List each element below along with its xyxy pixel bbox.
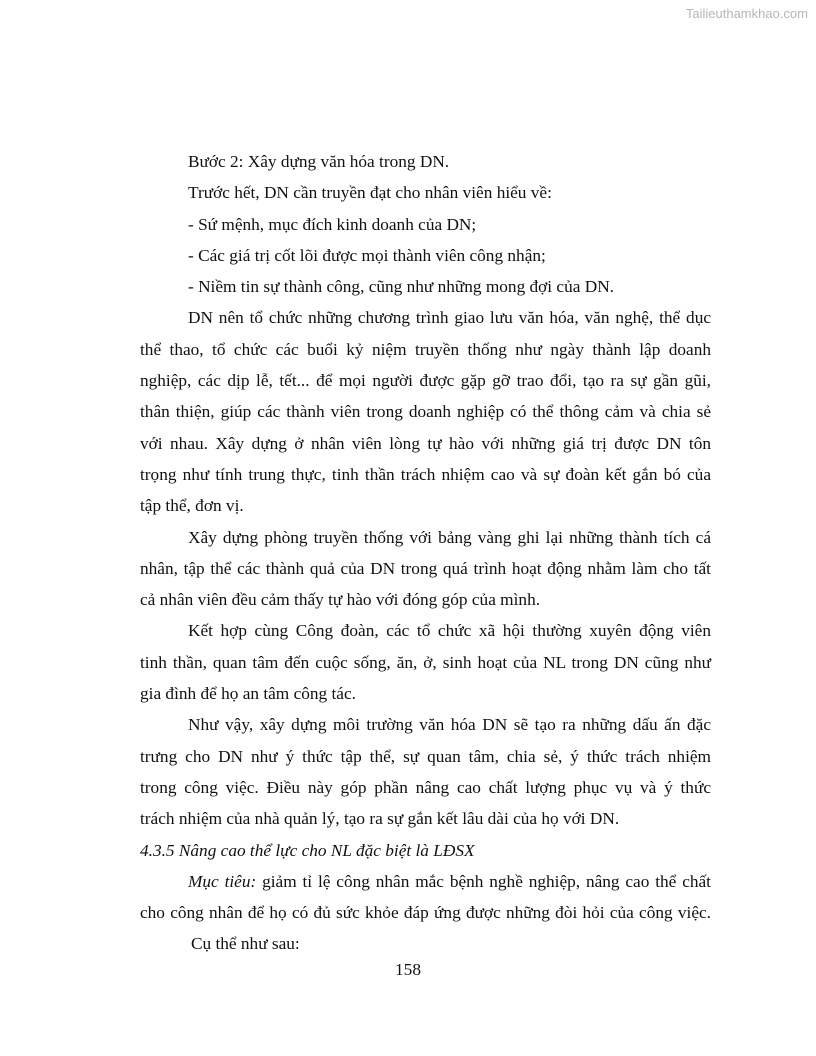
- text-line: trưng cho DN như ý thức tập thể, sự quan tâm, chia sẻ, ý thức trách nhiệm: [140, 746, 711, 766]
- text-line: Kết hợp cùng Công đoàn, các tổ chức xã hội thường xuyên động viên: [188, 621, 711, 641]
- text-line: Trước hết, DN cần truyền đạt cho nhân viên hiểu về:: [188, 183, 552, 203]
- objective-text: giảm tỉ lệ công nhân mắc bệnh nghề nghiệp, nâng cao thể chất: [262, 871, 711, 891]
- text-line: với nhau. Xây dựng ở nhân viên lòng tự hào với những giá trị được DN tôn: [140, 433, 711, 453]
- text-line: Xây dựng phòng truyền thống với bảng vàng ghi lại những thành tích cá: [188, 527, 711, 547]
- watermark: Tailieuthamkhao.com: [685, 6, 808, 21]
- section-heading: 4.3.5 Nâng cao thể lực cho NL đặc biệt là LĐSX: [140, 840, 475, 860]
- text-line: cả nhân viên đều cảm thấy tự hào với đóng góp của mình.: [140, 590, 541, 610]
- bullet-item: - Sứ mệnh, mục đích kinh doanh của DN;: [188, 214, 477, 234]
- bullet-item: - Các giá trị cốt lõi được mọi thành viên công nhận;: [188, 245, 546, 265]
- text-line: tập thể, đơn vị.: [140, 496, 244, 516]
- text-line: trọng như tính trung thực, tinh thần trách nhiệm cao và sự đoàn kết gắn bó của: [140, 464, 711, 484]
- text-line: cho công nhân để họ có đủ sức khỏe đáp ứng được những đòi hỏi của công việc.: [140, 903, 711, 923]
- text-line: thân thiện, giúp các thành viên trong doanh nghiệp có thể thông cảm và chia sẻ: [140, 402, 711, 422]
- step-heading: Bước 2: Xây dựng văn hóa trong DN.: [188, 152, 450, 171]
- text-line: trách nhiệm của nhà quản lý, tạo ra sự gắn kết lâu dài của họ với DN.: [140, 809, 620, 829]
- text-line: Cụ thể như sau:: [191, 934, 300, 954]
- document-body: [140, 146, 711, 960]
- text-line: trong công việc. Điều này góp phần nâng cao chất lượng phục vụ và ý thức: [140, 777, 711, 797]
- text-line: tinh thần, quan tâm đến cuộc sống, ăn, ở, sinh hoạt của NL trong DN cũng như: [140, 652, 711, 672]
- text-line: DN nên tổ chức những chương trình giao lưu văn hóa, văn nghệ, thể dục: [188, 308, 711, 328]
- bullet-item: - Niềm tin sự thành công, cũng như những mong đợi của DN.: [188, 277, 615, 297]
- text-line: Như vậy, xây dựng môi trường văn hóa DN sẽ tạo ra những dấu ấn đặc: [188, 715, 711, 735]
- text-line: nhân, tập thể các thành quả của DN trong quá trình hoạt động nhằm làm cho tất: [140, 558, 711, 578]
- text-line: thể thao, tổ chức các buổi kỷ niệm truyền thống như ngày thành lập doanh: [140, 339, 711, 359]
- objective-line: [140, 866, 711, 897]
- text-line: nghiệp, các dịp lễ, tết... để mọi người được gặp gỡ trao đổi, tạo ra sự gần gũi,: [140, 371, 711, 391]
- text-line: gia đình để họ an tâm công tác.: [140, 684, 356, 704]
- page-number: 158: [395, 960, 421, 979]
- objective-label: Mục tiêu:: [188, 871, 257, 891]
